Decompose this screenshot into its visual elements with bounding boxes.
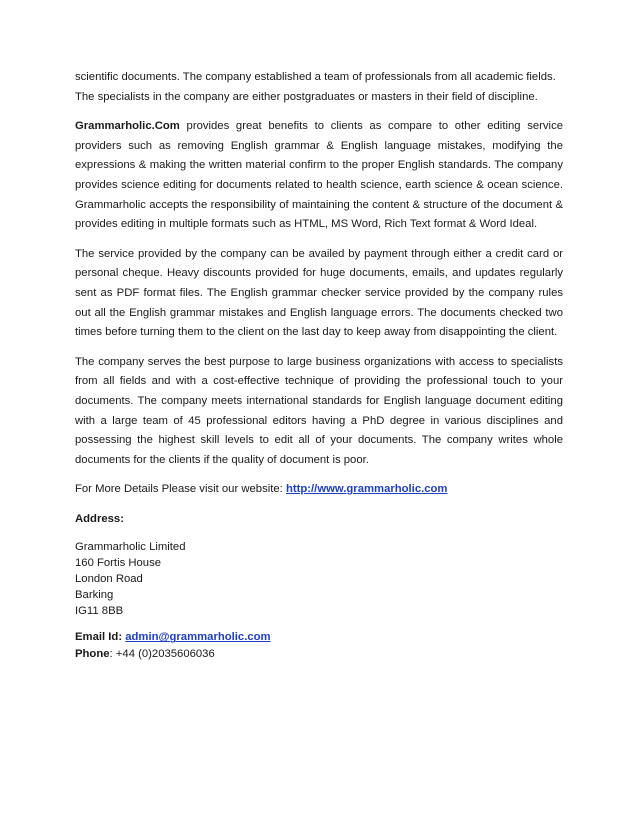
- paragraph-intro: scientific documents. The company established a team of professionals from all academic fields. The specialists in the company are either postgraduates or masters in their field of discipline.: [75, 71, 556, 103]
- address-line: London Road: [75, 573, 143, 586]
- document-page: [75, 68, 563, 663]
- phone-line: [75, 646, 563, 663]
- paragraph-service: The service provided by the company can be availed by payment through either a credit card or personal cheque. Heavy discounts provided for huge documents, emails, and updates regularly sent as PDF format files. The English grammar checker service provided by the company rules out all the English grammar mistakes and English language errors. The documents checked two times before turning them to the client on the last day to keep away from disappointing the client.: [75, 247, 563, 339]
- address-block: [75, 539, 563, 619]
- paragraph-benefits: [75, 117, 563, 235]
- email-line: [75, 629, 563, 646]
- website-prefix: For More Details Please visit our website:: [75, 483, 286, 496]
- email-link[interactable]: admin@grammarholic.com: [125, 631, 271, 644]
- address-line: IG11 8BB: [75, 605, 124, 618]
- address-line: Grammarholic Limited: [75, 541, 186, 554]
- phone-label: Phone: [75, 648, 110, 661]
- website-line: [75, 480, 563, 500]
- paragraph-company: The company serves the best purpose to large business organizations with access to specialists from all fields and with a cost-effective technique of providing the professional touch to your documents. The company meets international standards for English language document editing with a large team of 45 professional editors having a PhD degree in various disciplines and possessing the highest skill levels to edit all of your documents. The company writes whole documents for the clients if the quality of document is poor.: [75, 355, 563, 466]
- brand-name: Grammarholic.Com: [75, 120, 180, 133]
- address-line: Barking: [75, 589, 114, 602]
- phone-number: : +44 (0)2035606036: [109, 648, 215, 661]
- address-heading: Address:: [75, 512, 124, 525]
- email-label: Email Id:: [75, 631, 126, 644]
- website-link[interactable]: http://www.grammarholic.com: [285, 483, 448, 496]
- paragraph-benefits-text: provides great benefits to clients as compare to other editing service providers such as removing English grammar & English language mistakes, modifying the expressions & making the written material confirm to the proper English standards. The company provides science editing for documents related to health science, earth science & ocean science. Grammarholic accepts the responsibility of maintaining the content & structure of the document & provides editing in multiple formats such as HTML, MS Word, Rich Text format & Word Ideal.: [75, 120, 563, 231]
- address-line: 160 Fortis House: [75, 557, 162, 570]
